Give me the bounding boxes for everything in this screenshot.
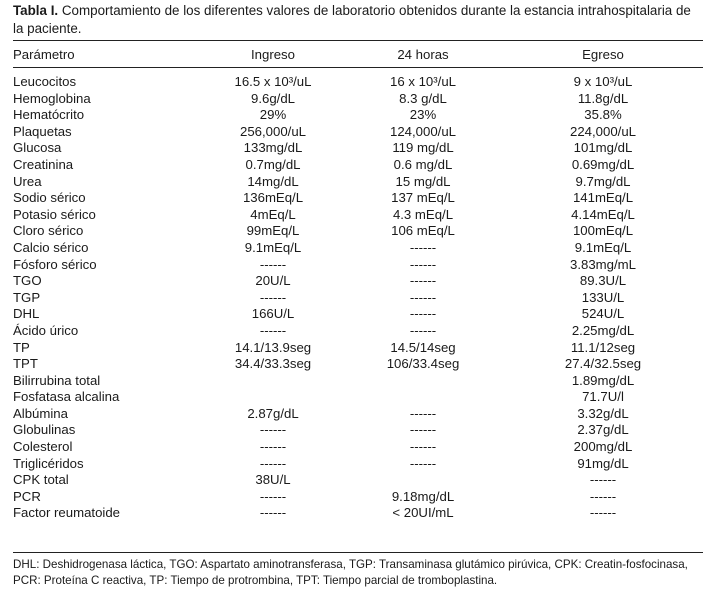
24-horas-cell: ------	[409, 273, 437, 289]
ingreso-cell: ------	[259, 422, 287, 438]
table-row	[13, 389, 703, 406]
parameter-cell: CPK total	[13, 472, 69, 488]
24-horas-cell: ------	[409, 306, 437, 322]
parameter-cell: Plaquetas	[13, 123, 72, 139]
24-horas-cell: 8.3 g/dL	[399, 90, 447, 106]
parameter-cell: Factor reumatoide	[13, 505, 121, 521]
header-egreso: Egreso	[582, 46, 624, 62]
ingreso-cell: ------	[259, 439, 287, 455]
ingreso-cell: ------	[259, 505, 287, 521]
egreso-cell: 35.8%	[584, 107, 622, 123]
egreso-cell: 100mEq/L	[572, 223, 634, 239]
table-row	[13, 124, 703, 141]
parameter-cell: TP	[13, 339, 30, 355]
egreso-cell: 0.69mg/dL	[571, 156, 635, 172]
parameter-cell: Calcio sérico	[13, 239, 89, 255]
egreso-cell: 3.32g/dL	[577, 405, 629, 421]
table-row	[13, 489, 703, 506]
24-horas-cell: ------	[409, 256, 437, 272]
ingreso-cell: 34.4/33.3seg	[234, 356, 312, 372]
table-row	[13, 323, 703, 340]
table-row	[13, 273, 703, 290]
egreso-cell: 9.1mEq/L	[574, 239, 632, 255]
table-row	[13, 356, 703, 373]
table-title: Comportamiento de los diferentes valores de laboratorio obtenidos durante la estancia intrahospitalaria de la paciente.	[13, 3, 691, 36]
ingreso-cell: 16.5 x 10³/uL	[234, 74, 312, 89]
egreso-cell: 4.14mEq/L	[571, 206, 635, 222]
egreso-cell: 89.3U/L	[579, 273, 627, 289]
egreso-cell: 1.89mg/dL	[571, 372, 635, 388]
table-row	[13, 223, 703, 240]
parameter-cell: Urea	[13, 173, 42, 189]
table-row	[13, 406, 703, 423]
egreso-cell: ------	[589, 472, 617, 488]
ingreso-cell: ------	[259, 455, 287, 471]
egreso-cell: 224,000/uL	[569, 123, 636, 139]
24-horas-cell: 16 x 10³/uL	[390, 74, 456, 89]
table-row	[13, 240, 703, 257]
egreso-cell: 9 x 10³/uL	[573, 74, 633, 89]
24-horas-cell: < 20UI/mL	[392, 505, 454, 521]
24-horas-cell: 106 mEq/L	[391, 223, 455, 239]
24-horas-cell: 137 mEq/L	[391, 190, 455, 206]
ingreso-cell: 99mEq/L	[246, 223, 300, 239]
parameter-cell: Bilirrubina total	[13, 372, 101, 388]
table-row	[13, 157, 703, 174]
table-row	[13, 257, 703, 274]
table-row	[13, 91, 703, 108]
parameter-cell: Glucosa	[13, 140, 62, 156]
24-horas-cell: 15 mg/dL	[395, 173, 451, 189]
parameter-cell: Ácido úrico	[13, 322, 79, 338]
parameter-cell: Hematócrito	[13, 107, 85, 123]
parameter-cell: Cloro sérico	[13, 223, 84, 239]
egreso-cell: ------	[589, 505, 617, 521]
24-horas-cell: 9.18mg/dL	[391, 488, 455, 504]
egreso-cell: ------	[589, 488, 617, 504]
egreso-cell: 141mEq/L	[572, 190, 634, 206]
parameter-cell: Triglicéridos	[13, 455, 84, 471]
ingreso-cell: 14.1/13.9seg	[234, 339, 312, 355]
ingreso-cell: 133mg/dL	[243, 140, 303, 156]
parameter-cell: Hemoglobina	[13, 90, 91, 106]
24-horas-cell: 124,000/uL	[389, 123, 456, 139]
ingreso-cell: 38U/L	[255, 472, 291, 488]
table-caption	[13, 2, 703, 40]
egreso-cell: 27.4/32.5seg	[564, 356, 642, 372]
table-row	[13, 140, 703, 157]
egreso-cell: 91mg/dL	[577, 455, 629, 471]
header-24-horas: 24 horas	[397, 46, 449, 62]
table-row	[13, 174, 703, 191]
ingreso-cell: 2.87g/dL	[247, 405, 299, 421]
parameter-cell: Leucocitos	[13, 74, 77, 89]
ingreso-cell: ------	[259, 322, 287, 338]
ingreso-cell	[203, 373, 343, 390]
24-horas-cell: 23%	[409, 107, 437, 123]
egreso-cell: 9.7mg/dL	[575, 173, 631, 189]
24-horas-cell	[343, 472, 503, 489]
parameter-cell: Fosfatasa alcalina	[13, 389, 120, 405]
table-body	[13, 68, 703, 522]
parameter-cell: Colesterol	[13, 439, 73, 455]
parameter-cell: Albúmina	[13, 405, 68, 421]
ingreso-cell: 14mg/dL	[247, 173, 299, 189]
bottom-rule	[13, 552, 703, 553]
egreso-cell: 133U/L	[581, 289, 625, 305]
ingreso-cell: 4mEq/L	[250, 206, 296, 222]
table-row	[13, 290, 703, 307]
parameter-cell: Potasio sérico	[13, 206, 96, 222]
egreso-cell: 524U/L	[581, 306, 625, 322]
egreso-cell: 71.7U/l	[582, 389, 624, 405]
parameter-cell: Sodio sérico	[13, 190, 86, 206]
egreso-cell: 200mg/dL	[573, 439, 633, 455]
parameter-cell: Globulinas	[13, 422, 76, 438]
table-header	[13, 41, 703, 67]
24-horas-cell: ------	[409, 455, 437, 471]
egreso-cell: 11.1/12seg	[570, 339, 636, 355]
24-horas-cell: 106/33.4seg	[386, 356, 460, 372]
24-horas-cell	[343, 373, 503, 390]
24-horas-cell: 119 mg/dL	[392, 140, 454, 156]
ingreso-cell: ------	[259, 289, 287, 305]
ingreso-cell: ------	[259, 256, 287, 272]
header-ingreso: Ingreso	[251, 46, 295, 62]
24-horas-cell: ------	[409, 322, 437, 338]
24-horas-cell: 0.6 mg/dL	[393, 156, 453, 172]
table-row	[13, 373, 703, 390]
ingreso-cell	[203, 389, 343, 406]
ingreso-cell: 29%	[259, 107, 287, 123]
header-parametro: Parámetro	[13, 46, 75, 62]
table-row	[13, 472, 703, 489]
ingreso-cell: 0.7mg/dL	[245, 156, 301, 172]
parameter-cell: Fósforo sérico	[13, 256, 97, 272]
table-row	[13, 207, 703, 224]
table-row	[13, 505, 703, 522]
egreso-cell: 11.8g/dL	[577, 90, 629, 106]
table-number: Tabla I.	[13, 3, 59, 18]
24-horas-cell: ------	[409, 439, 437, 455]
table-footnote: DHL: Deshidrogenasa láctica, TGO: Aspartato aminotransferasa, TGP: Transaminasa glutámico pirúvica, CPK: Creatin-fosfocinasa, PCR: Proteína C reactiva, TP: Tiempo de protrombina, TPT: Tiempo parcial de tromboplastina.	[13, 558, 688, 587]
parameter-cell: Creatinina	[13, 156, 74, 172]
ingreso-cell: 136mEq/L	[242, 190, 304, 206]
egreso-cell: 101mg/dL	[573, 140, 633, 156]
24-horas-cell: ------	[409, 239, 437, 255]
ingreso-cell: 166U/L	[251, 306, 295, 322]
24-horas-cell: 4.3 mEq/L	[392, 206, 454, 222]
egreso-cell: 2.25mg/dL	[571, 322, 635, 338]
parameter-cell: TPT	[13, 356, 38, 372]
parameter-cell: TGO	[13, 273, 42, 289]
table-row	[13, 422, 703, 439]
24-horas-cell: ------	[409, 405, 437, 421]
table-row	[13, 190, 703, 207]
table-row	[13, 74, 703, 91]
table-row	[13, 107, 703, 124]
egreso-cell: 2.37g/dL	[577, 422, 629, 438]
ingreso-cell: 9.1mEq/L	[244, 239, 302, 255]
ingreso-cell: 20U/L	[255, 273, 291, 289]
24-horas-cell: ------	[409, 422, 437, 438]
24-horas-cell: 14.5/14seg	[390, 339, 456, 355]
parameter-cell: PCR	[13, 488, 41, 504]
ingreso-cell: 9.6g/dL	[251, 90, 295, 106]
table-row	[13, 340, 703, 357]
24-horas-cell: ------	[409, 289, 437, 305]
table-row	[13, 439, 703, 456]
24-horas-cell	[343, 389, 503, 406]
table-row	[13, 456, 703, 473]
egreso-cell: 3.83mg/mL	[570, 256, 636, 272]
parameter-cell: DHL	[13, 306, 40, 322]
parameter-cell: TGP	[13, 289, 41, 305]
table-row	[13, 306, 703, 323]
ingreso-cell: 256,000/uL	[239, 123, 306, 139]
ingreso-cell: ------	[259, 488, 287, 504]
